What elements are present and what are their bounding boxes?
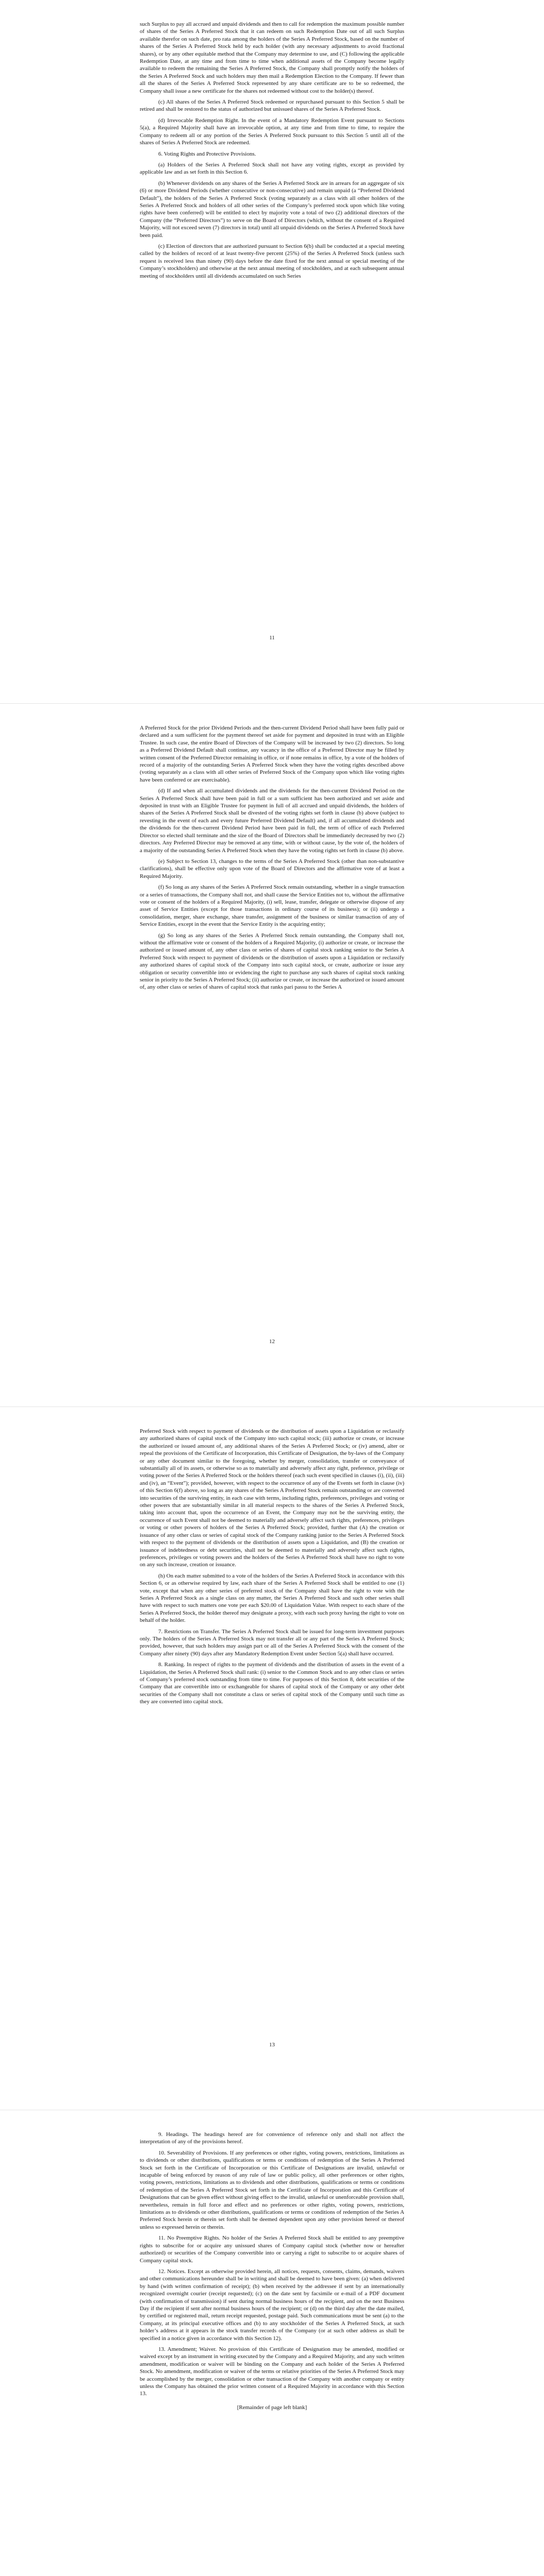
paragraph: 13. Amendment; Waiver. No provision of this Certificate of Designation may be amended, modified or waived except by an instrument in writing executed by the Company and a Required Majority, and any such written amendment, modification or waiver will be binding on the Company and each holder of the Series A Preferred Stock. No amendment, modification or waiver of the terms or relative priorities of the Series A Preferred Stock may be accomplished by the merger, consolidation or other transaction of the Company with another company or entity unless the Company has obtained the prior written consent of a Required Majority in accordance with this Section 13.	[140, 2346, 404, 2397]
paragraph: 10. Severability of Provisions. If any preferences or other rights, voting powers, restrictions, limitations as to dividends or other distributions, qualifications or terms or conditions of redemption of the Series A Preferred Stock set forth in the Certificate of Incorporation or this Certificate of Designations are invalid, unlawful or incapable of being enforced by reason of any rule of law or public policy, all other preferences or other rights, voting powers, restrictions, limitations as to dividends and other distributions, qualifications or terms or conditions of redemption of the Series A Preferred Stock set forth in the Certificate of Incorporation and this Certificate of Designations that can be given effect without giving effect to the invalid, unlawful or unenforceable provision shall, nevertheless, remain in full force and effect and no preferences or other rights, voting powers, restrictions, limitations as to dividends or other distributions, qualifications or terms or conditions of redemption of the Series A Preferred Stock herein or therein set forth shall be deemed dependent upon any other provision hereof or thereof unless so expressed herein or therein.	[140, 2149, 404, 2230]
paragraph: such Surplus to pay all accrued and unpaid dividends and then to call for redemption the maximum possible number of shares of the Series A Preferred Stock that it can redeem on such Redemption Date out of all such Surplus available therefor on such date, pro rata among the holders of the Series A Preferred Stock, based on the number of shares of the Series A Preferred Stock held by each holder (with any necessary adjustments to avoid fractional shares), or by any other equitable method that the Company may determine to use, and (C) following the applicable Redemption Date, at any time and from time to time when additional assets of the Company become legally available to redeem the remaining the Series A Preferred Stock, the Company shall promptly notify the holders of the Series A Preferred Stock and such holders may then mail a Redemption Election to the Company. If fewer than all the shares of the Series A Preferred Stock represented by any share certificate are to be so redeemed, the Company shall issue a new certificate for the shares not redeemed without cost to the holder(s) thereof.	[140, 21, 404, 94]
paragraph: (b) Whenever dividends on any shares of the Series A Preferred Stock are in arrears for an aggregate of six (6) or more Dividend Periods (whether consecutive or non-consecutive) and remain unpaid (a “Preferred Dividend Default”), the holders of the Series A Preferred Stock (voting separately as a class with all other holders of the Series A Preferred Stock and holders of all other series of the Company’s preferred stock upon which like voting rights have been conferred) will be entitled to elect by majority vote a total of two (2) additional directors of the Company (the “Preferred Directors”) to serve on the Board of Directors (which, without the consent of a Required Majority, will not exceed seven (7) directors in total) until all unpaid dividends on the Series A Preferred Stock have been paid.	[140, 180, 404, 239]
page-number: 13	[269, 2042, 275, 2048]
paragraph: (h) On each matter submitted to a vote of the holders of the Series A Preferred Stock in accordance with this Section 6, or as otherwise required by law, each share of the Series A Preferred Stock shall be entitled to one (1) vote, except that when any other series of preferred stock of the Company shall have the right to vote with the Series A Preferred Stock as a single class on any matter, the Series A Preferred Stock and such other series shall have with respect to such matters one vote per each $20.00 of Liquidation Value. With respect to each share of the Series A Preferred Stock, the holder thereof may designate a proxy, with each such proxy having the right to vote on behalf of the holder.	[140, 1572, 404, 1624]
paragraph: 9. Headings. The headings hereof are for convenience of reference only and shall not affect the interpretation of any of the provisions hereof.	[140, 2131, 404, 2145]
paragraph: 12. Notices. Except as otherwise provided herein, all notices, requests, consents, claims, demands, waivers and other communications hereunder shall be in writing and shall be deemed to have been given: (a) when delivered by hand (with written confirmation of receipt); (b) when received by the addressee if sent by an internationally recognized overnight courier (receipt requested); (c) on the date sent by facsimile or e-mail of a PDF document (with confirmation of transmission) if sent during normal business hours of the recipient, and on the next Business Day if the recipient if sent after normal business hours of the recipient; or (d) on the third day after the date mailed, by certified or registered mail, return receipt requested, postage paid. Such communications must be sent (a) to the Company, at its principal executive offices and (b) to any stockholder of the Series A Preferred Stock, at such holder’s address at it appears in the stock transfer records of the Company (or at such other address as shall be specified in a notice given in accordance with this Section 12).	[140, 2268, 404, 2342]
paragraph: (d) Irrevocable Redemption Right. In the event of a Mandatory Redemption Event pursuant to Sections 5(a), a Required Majority shall have an irrevocable option, at any time and from time to time, to require the Company to redeem all or any portion of the Series A Preferred Stock pursuant to this Section 5 until all of the shares of Series A Preferred Stock are redeemed.	[140, 117, 404, 146]
paragraph: 11. No Preemptive Rights. No holder of the Series A Preferred Stock shall be entitled to any preemptive rights to subscribe for or acquire any unissued shares of Company capital stock (whether now or hereafter authorized) or securities of the Company convertible into or carrying a right to subscribe to or acquire shares of Company capital stock.	[140, 2235, 404, 2264]
paragraph: (c) All shares of the Series A Preferred Stock redeemed or repurchased pursuant to this Section 5 shall be retired and shall be restored to the status of authorized but unissued shares of the Series A Preferred Stock.	[140, 99, 404, 113]
paragraph: (g) So long as any shares of the Series A Preferred Stock remain outstanding, the Company shall not, without the affirmative vote or consent of the holders of a Required Majority, (i) authorize or create, or increase the authorized or issued amount of, any other class or series of shares of capital stock ranking senior to the Series A Preferred Stock with respect to payment of dividends or the distribution of assets upon a Liquidation or reclassify any authorized shares of capital stock of the Company into such capital stock, or create, authorize or issue any obligation or security convertible into or evidencing the right to purchase any such shares of capital stock ranking senior in priority to the Series A Preferred Stock; (ii) authorize or create, or increase the authorized or issued amount of, any other class or series of shares of capital stock that ranks pari passu to the Series A	[140, 932, 404, 991]
page-13	[0, 1406, 544, 2110]
page-body	[140, 724, 404, 995]
paragraph: (d) If and when all accumulated dividends and the dividends for the then-current Dividend Period on the Series A Preferred Stock shall have been paid in full or a sum sufficient has been authorized and set aside and deposited in trust with an Eligible Trustee for payment in full of all accrued and unpaid dividends, the holders of shares of the Series A Preferred Stock shall be divested of the voting rights set forth in clause (b) above (subject to revesting in the event of each and every future Preferred Dividend Default) and, if all accumulated dividends and the dividends for the then-current Dividend Period have been paid in full, the term of office of each Preferred Director so elected shall terminate and the size of the Board of Directors shall be immediately decreased by two (2) directors. Any Preferred Director may be removed at any time, with or without cause, by the vote of, the holders of a majority of the outstanding Series A Preferred Stock when they have the voting rights set forth in clause (b) above.	[140, 788, 404, 854]
paragraph: 7. Restrictions on Transfer. The Series A Preferred Stock shall be issued for long-term investment purposes only. The holders of the Series A Preferred Stock may not transfer all or any part of the Series A Preferred Stock; provided, however, that such holders may assign part or all of the Series A Preferred Stock with the consent of the Company after ninety (90) days after any Mandatory Redemption Event under Section 5(a) shall have occurred.	[140, 1628, 404, 1657]
remainder-note: [Remainder of page left blank]	[237, 2404, 307, 2411]
paragraph: (a) Holders of the Series A Preferred Stock shall not have any voting rights, except as provided by applicable law and as set forth in this Section 6.	[140, 161, 404, 176]
paragraph: 8. Ranking. In respect of rights to the payment of dividends and the distribution of assets in the event of a Liquidation, the Series A Preferred Stock shall rank: (i) senior to the Common Stock and to any other class or series of Company’s preferred stock outstanding from time to time. For purposes of this Section 8, debt securities of the Company that are convertible into or exchangeable for shares of capital stock of the Company or any other debt securities of the Company shall not constitute a class or series of capital stock of the Company until such time as they are converted into capital stock.	[140, 1662, 404, 1705]
section-heading: 6. Voting Rights and Protective Provisions.	[158, 150, 256, 157]
page-body	[140, 21, 404, 283]
page-11	[0, 0, 544, 703]
page-body	[140, 2131, 404, 2415]
page-number: 11	[269, 635, 275, 641]
page-body	[140, 1428, 404, 1709]
page-12	[0, 703, 544, 1406]
page-14	[0, 2110, 544, 2576]
paragraph: A Preferred Stock for the prior Dividend Periods and the then-current Dividend Period shall have been fully paid or declared and a sum sufficient for the payment thereof set aside for payment and deposited in trust with an Eligible Trustee. In such case, the entire Board of Directors of the Company will be increased by two (2) directors. So long as a Preferred Dividend Default shall continue, any vacancy in the office of a Preferred Director may be filled by written consent of the Preferred Director remaining in office, or if none remains in office, by a vote of the holders of record of a majority of the outstanding Series A Preferred Stock when they have the voting rights described above (voting separately as a class with all other series of Preferred Stock of the Company upon which like voting rights have been conferred or are exercisable).	[140, 725, 404, 783]
paragraph: (f) So long as any shares of the Series A Preferred Stock remain outstanding, whether in a single transaction or a series of transactions, the Company shall not, and shall cause the Service Entities not to, without the affirmative vote or consent of the holders of a Required Majority, (i) sell, lease, transfer, delegate or otherwise dispose of any asset of Service Entities (except for those transactions in ordinary course of its business); or (ii) undergo a consolidation, merger, share exchange, share transfer, assignment of the business or similar transaction of any of Service Entities, except in the event that the Service Entity is the acquiring entity;	[140, 884, 404, 928]
page-number: 12	[269, 1338, 275, 1345]
paragraph: Preferred Stock with respect to payment of dividends or the distribution of assets upon a Liquidation or reclassify any authorized shares of capital stock of the Company into such capital stock; (iii) authorize or create, or increase the authorized or issued amount of, any additional shares of the Series A Preferred Stock; or (iv) amend, alter or repeal the provisions of the Certificate of Incorporation, this Certificate of Designation, the by-laws of the Company or any other document similar to the foregoing, whether by merger, consolidation, transfer or conveyance of substantially all of its assets, or otherwise so as to materially and adversely affect any right, preference, privilege or voting power of the Series A Preferred Stock or the holders thereof (each such event specified in clauses (i), (ii), (iii) and (iv), an “Event”); provided, however, with respect to the occurrence of any of the Events set forth in clause (iv) of this Section 6(f) above, so long as any shares of the Series A Preferred Stock remain outstanding or are converted into securities of the surviving entity, in each case with terms, including rights, preferences, privileges and voting or other powers that are substantially similar in all material respects to the shares of the Series A Preferred Stock, taking into account that, upon the occurrence of an Event, the Company may not be the surviving entity, the occurrence of such Event shall not be deemed to materially and adversely affect such rights, preferences, privileges or voting or other powers of holders of the Series A Preferred Stock; provided, further that (A) the creation or issuance of any other class or series of capital stock of the Company ranking junior to the Series A Preferred Stock with respect to the payment of dividends or the distribution of assets upon a Liquidation, and (B) the creation or issuance of indebtedness or debt securities, shall not be deemed to materially and adversely affect such rights, preferences, privileges or voting powers and the holders of the Series A Preferred Stock shall have no right to vote on any such increase, creation or issuance.	[140, 1428, 404, 1568]
paragraph: (e) Subject to Section 13, changes to the terms of the Series A Preferred Stock (other than non-substantive clarifications), shall be effective only upon vote of the Board of Directors and the affirmative vote of at least a Required Majority.	[140, 858, 404, 879]
paragraph: (c) Election of directors that are authorized pursuant to Section 6(b) shall be conducted at a special meeting called by the holders of record of at least twenty-five percent (25%) of the Series A Preferred Stock (unless such request is received less than ninety (90) days before the date fixed for the next annual or special meeting of the Company’s stockholders) and otherwise at the next annual meeting of stockholders, and at each subsequent annual meeting of stockholders until all dividends accumulated on such Series	[140, 243, 404, 279]
